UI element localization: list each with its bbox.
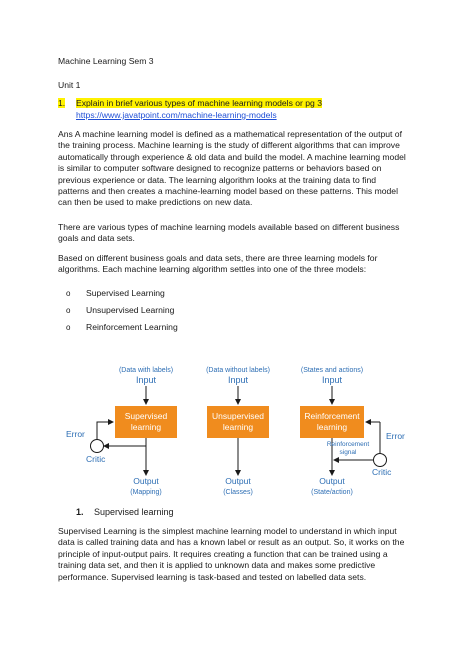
reinforcement-error-label: Error	[386, 431, 405, 441]
reinforcement-input-label: Input	[321, 375, 343, 385]
reinforcement-signal-label-2: signal	[339, 449, 357, 456]
supervised-output-label: Output	[133, 476, 159, 486]
reinforcement-note-top: (States and actions)	[300, 367, 364, 374]
unsupervised-note-bottom: (Classes)	[223, 489, 253, 496]
unsupervised-box-label-1: Unsupervised	[212, 411, 264, 421]
doc-title: Machine Learning Sem 3	[58, 56, 154, 66]
bullet-supervised: Supervised Learning	[86, 288, 165, 298]
answer-line: automatically through experience & old data and build the model. A machine learning model	[58, 151, 406, 162]
reinforcement-signal-label-1: Reinforcement	[326, 441, 370, 448]
reinforcement-note-bottom: (State/action)	[311, 489, 353, 496]
paragraph-line: Based on different business goals and data sets, there are three learning models for	[58, 253, 378, 263]
reinforcement-output-label: Output	[319, 476, 345, 486]
reinforcement-box-label-1: Reinforcement	[304, 411, 360, 421]
unit-label: Unit 1	[58, 80, 81, 90]
supervised-paragraph	[58, 526, 430, 583]
paragraph-line: algorithms. Each machine learning algorithm settles into one of the three models:	[58, 264, 367, 275]
bullet-reinforcement: Reinforcement Learning	[86, 322, 178, 332]
supervised-box-label-1: Supervised	[124, 411, 168, 421]
section-heading: Supervised learning	[94, 507, 174, 517]
paragraph-line: goals and data sets.	[58, 233, 135, 244]
unsupervised-input-label: Input	[227, 375, 249, 385]
bullet-marker: o	[66, 323, 71, 332]
supervised-critic-arrow	[97, 422, 113, 439]
unsupervised-box-label-2: learning	[222, 422, 254, 432]
unsupervised-note-top: (Data without labels)	[206, 367, 270, 374]
bullet-marker: o	[66, 306, 71, 315]
supervised-critic-label: Critic	[86, 454, 106, 464]
paragraph-line: training data set, and then it is applied to unknown data and makes some predictive	[58, 560, 376, 571]
supervised-box-label-2: learning	[130, 422, 162, 432]
answer-line: is similar to computer software designed to recognize patterns or behaviors based on	[58, 163, 382, 174]
answer-line: previous experience or data. The learning algorithm looks at the training data to find	[58, 174, 377, 185]
answer-line: patterns and then creates a machine-learning model based on these patterns. This model	[58, 186, 398, 197]
supervised-critic-circle	[91, 440, 104, 453]
reference-link[interactable]: https://www.javatpoint.com/machine-learning-models	[76, 110, 277, 120]
question-text-highlight: Explain in brief various types of machine learning models or pg 3	[76, 98, 323, 108]
paragraph-line: principle of input-output pairs. It requires creating a function that can be trained using a	[58, 548, 388, 559]
section-heading-number: 1.	[76, 507, 84, 517]
paragraph-line: performance. Supervised learning is task-based and tested on labelled data sets.	[58, 571, 367, 582]
paragraph-line: data is called training data and has a known label or result as an output. So, it works on the	[58, 537, 405, 548]
reinforcement-box-label-2: learning	[316, 422, 348, 432]
supervised-error-label: Error	[66, 429, 85, 439]
answer-line: the training process. Machine learning is the study of different algorithms that can improve	[58, 140, 400, 151]
unsupervised-output-label: Output	[225, 476, 251, 486]
answer-line: Ans A machine learning model is defined as a mathematical representation of the output of	[58, 129, 402, 139]
answer-line: can then be used to make predictions on new data.	[58, 197, 253, 208]
question-number-text: 1.	[58, 98, 66, 108]
supervised-input-label: Input	[135, 375, 157, 385]
supervised-note-bottom: (Mapping)	[130, 489, 162, 496]
reinforcement-critic-label: Critic	[372, 467, 392, 477]
paragraph-line: There are various types of machine learning models available based on different business	[58, 222, 400, 232]
reinforcement-critic-circle	[374, 454, 387, 467]
bullet-marker: o	[66, 289, 71, 298]
bullet-unsupervised: Unsupervised Learning	[86, 305, 175, 315]
supervised-note-top: (Data with labels)	[118, 367, 174, 374]
paragraph-line: Supervised Learning is the simplest machine learning model to understand in which input	[58, 526, 397, 536]
